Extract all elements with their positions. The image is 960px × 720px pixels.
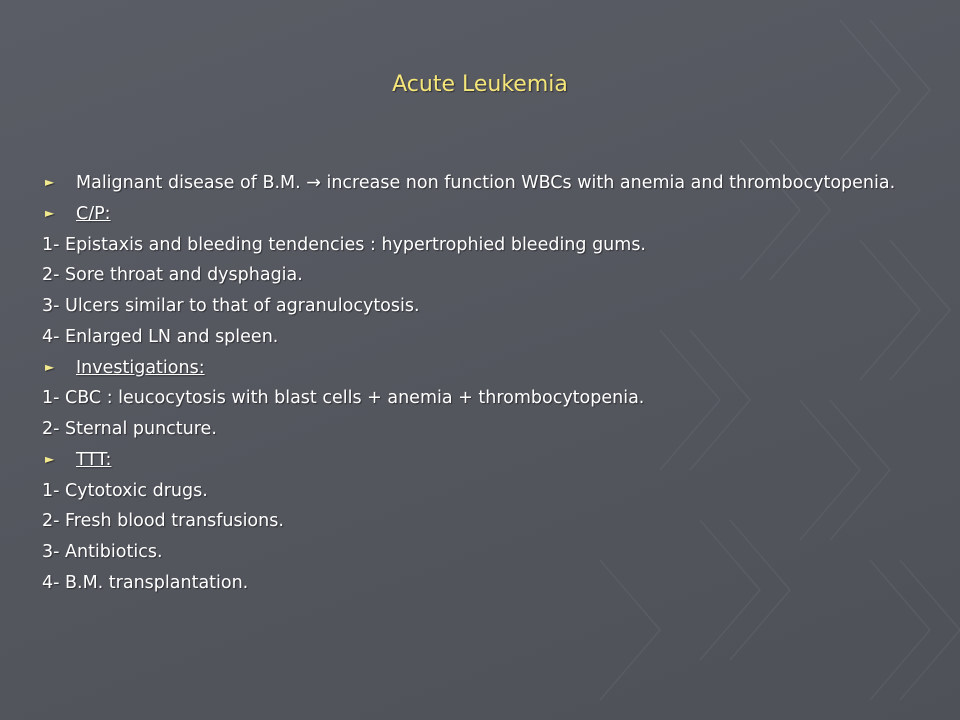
bullet-arrow-icon: ► [45, 175, 55, 189]
cp-item: 2- Sore throat and dysphagia. [42, 265, 303, 286]
investigations-heading: Investigations: [76, 357, 205, 378]
slide-body [42, 172, 922, 603]
intro-text-before: Malignant disease of B.M. [76, 173, 307, 193]
investigation-item: 1- CBC : leucocytosis with blast cells + anemia + thrombocytopenia. [42, 388, 645, 409]
slide-title: Acute Leukemia [392, 72, 568, 97]
bullet-arrow-icon: ► [45, 205, 55, 220]
cp-item: 3- Ulcers similar to that of agranulocytosis. [42, 296, 420, 316]
cp-heading-bullet [42, 203, 922, 226]
investigations-heading-bullet [42, 357, 922, 380]
ttt-item: 2- Fresh blood transfusions. [42, 511, 284, 532]
intro-text-after: increase non function WBCs with anemia and thrombocytopenia. [320, 173, 896, 193]
ttt-heading-bullet [42, 449, 922, 472]
investigation-item: 2- Sternal puncture. [42, 419, 217, 439]
intro-bullet [42, 172, 922, 195]
cp-item: 4- Enlarged LN and spleen. [42, 326, 279, 347]
bullet-arrow-icon: ► [45, 451, 55, 466]
ttt-item: 4- B.M. transplantation. [42, 572, 249, 593]
ttt-item: 3- Antibiotics. [42, 542, 163, 562]
cp-item: 1- Epistaxis and bleeding tendencies : hypertrophied bleeding gums. [42, 234, 646, 255]
ttt-item: 1- Cytotoxic drugs. [42, 480, 208, 501]
right-arrow-icon: → [306, 173, 321, 193]
cp-heading: C/P: [76, 203, 111, 224]
bullet-arrow-icon: ► [45, 359, 55, 374]
ttt-heading: TTT: [76, 449, 112, 470]
